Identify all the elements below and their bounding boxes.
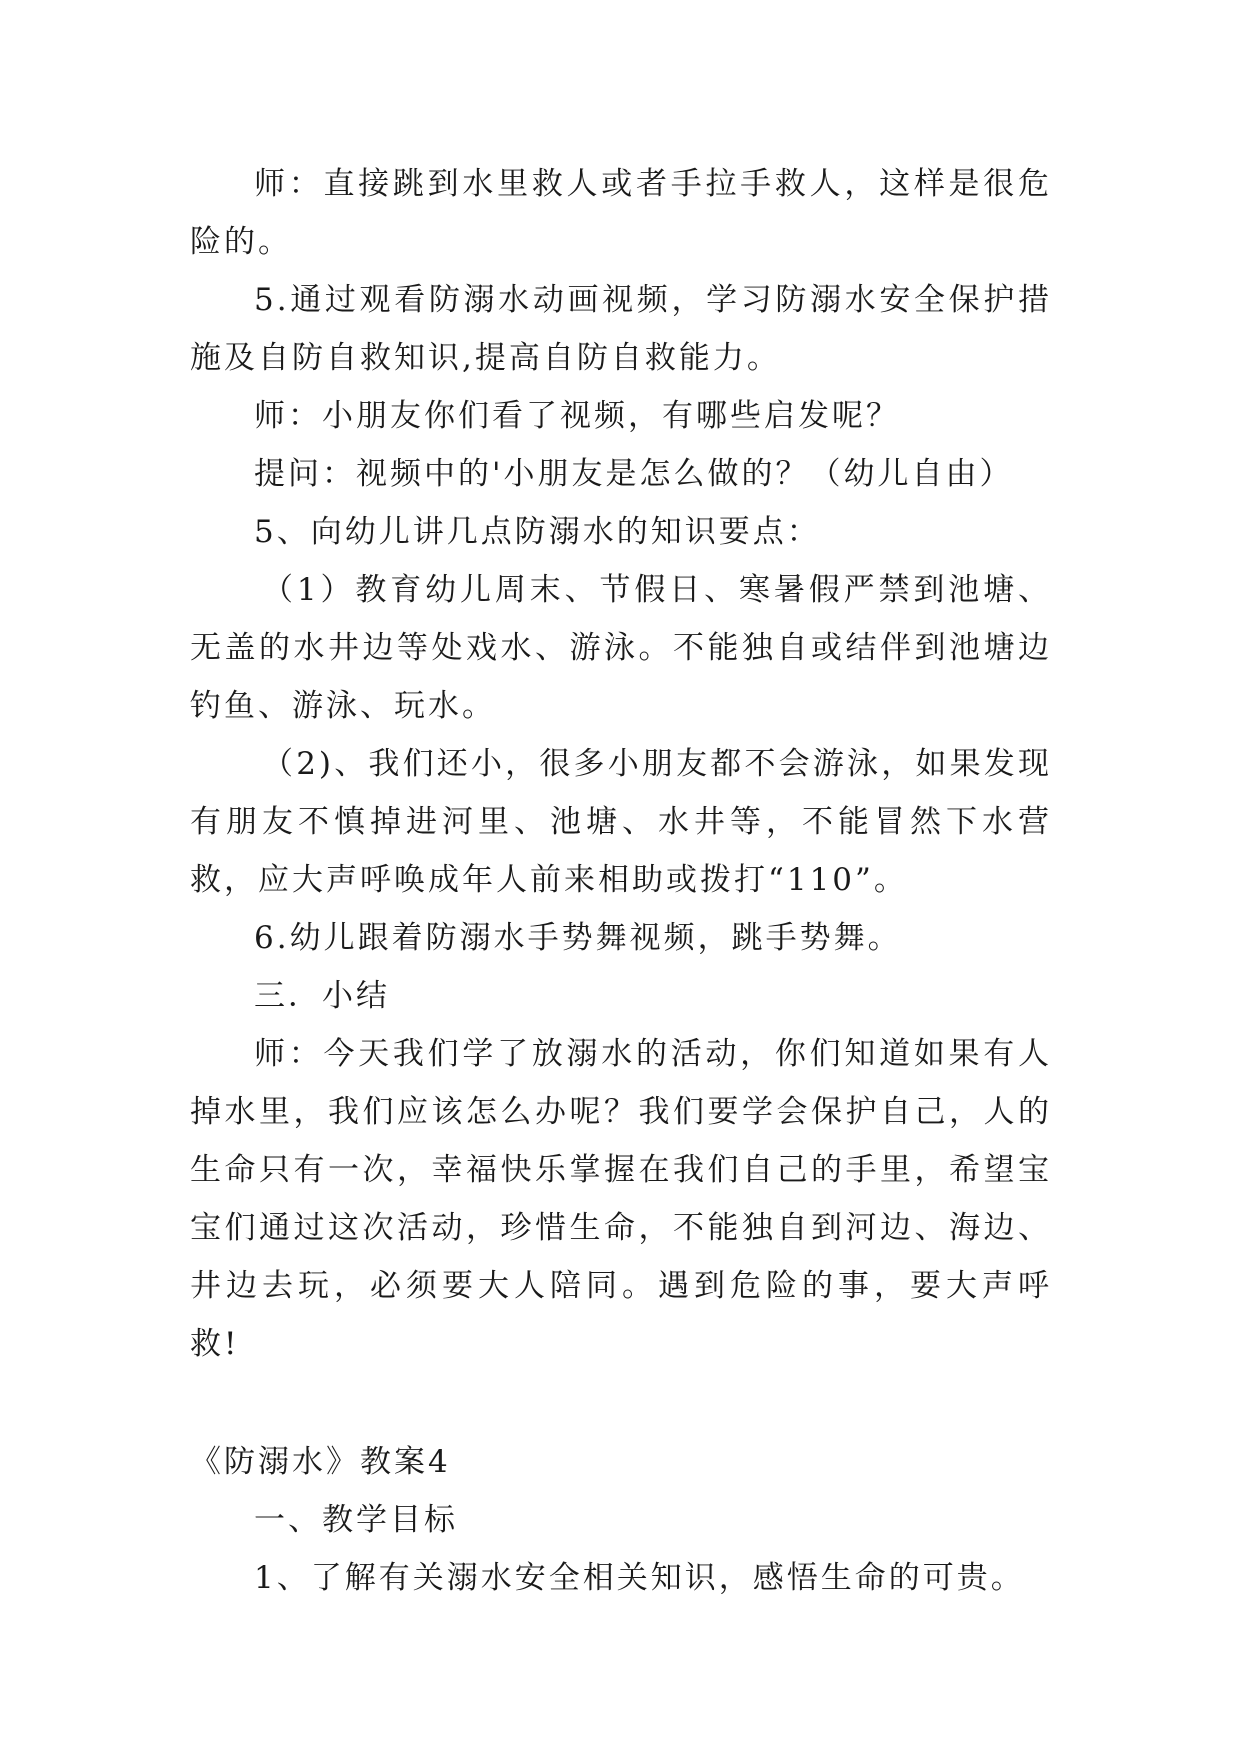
document-body xyxy=(190,155,1052,1607)
section-heading-teaching-goals: 一、教学目标 xyxy=(254,1502,458,1538)
paragraph-step-5-video: 5.通过观看防溺水动画视频，学习防溺水安全保护措施及自防自救知识,提高自防自救能力。 xyxy=(190,282,1052,376)
paragraph-teacher-danger: 师：直接跳到水里救人或者手拉手救人，这样是很危险的。 xyxy=(190,166,1052,260)
lesson-title: 《防溺水》教案4 xyxy=(190,1444,451,1480)
paragraph-goal-1: 1、了解有关溺水安全相关知识，感悟生命的可贵。 xyxy=(254,1560,1025,1596)
paragraph-step-5-knowledge: 5、向幼儿讲几点防溺水的知识要点： xyxy=(254,514,821,550)
paragraph-step-6-dance: 6.幼儿跟着防溺水手势舞视频，跳手势舞。 xyxy=(254,920,902,956)
section-heading-summary: 三．小结 xyxy=(254,978,390,1014)
paragraph-point-2: （2)、我们还小，很多小朋友都不会游泳，如果发现有朋友不慎掉进河里、池塘、水井等，不能冒然下水营救，应大声呼唤成年人前来相助或拨打“110”。 xyxy=(190,746,1052,898)
paragraph-teacher-question: 师：小朋友你们看了视频，有哪些启发呢？ xyxy=(254,398,900,434)
paragraph-point-1: （1）教育幼儿周末、节假日、寒暑假严禁到池塘、无盖的水井边等处戏水、游泳。不能独自或结伴到池塘边钓鱼、游泳、玩水。 xyxy=(190,572,1052,724)
paragraph-question-children: 提问：视频中的'小朋友是怎么做的？（幼儿自由） xyxy=(254,456,1014,492)
paragraph-teacher-summary: 师：今天我们学了放溺水的活动，你们知道如果有人掉水里，我们应该怎么办呢？我们要学会保护自己，人的生命只有一次，幸福快乐掌握在我们自己的手里，希望宝宝们通过这次活动，珍惜生命，不能独自到河边、海边、井边去玩，必须要大人陪同。遇到危险的事，要大声呼救! xyxy=(190,1036,1052,1362)
